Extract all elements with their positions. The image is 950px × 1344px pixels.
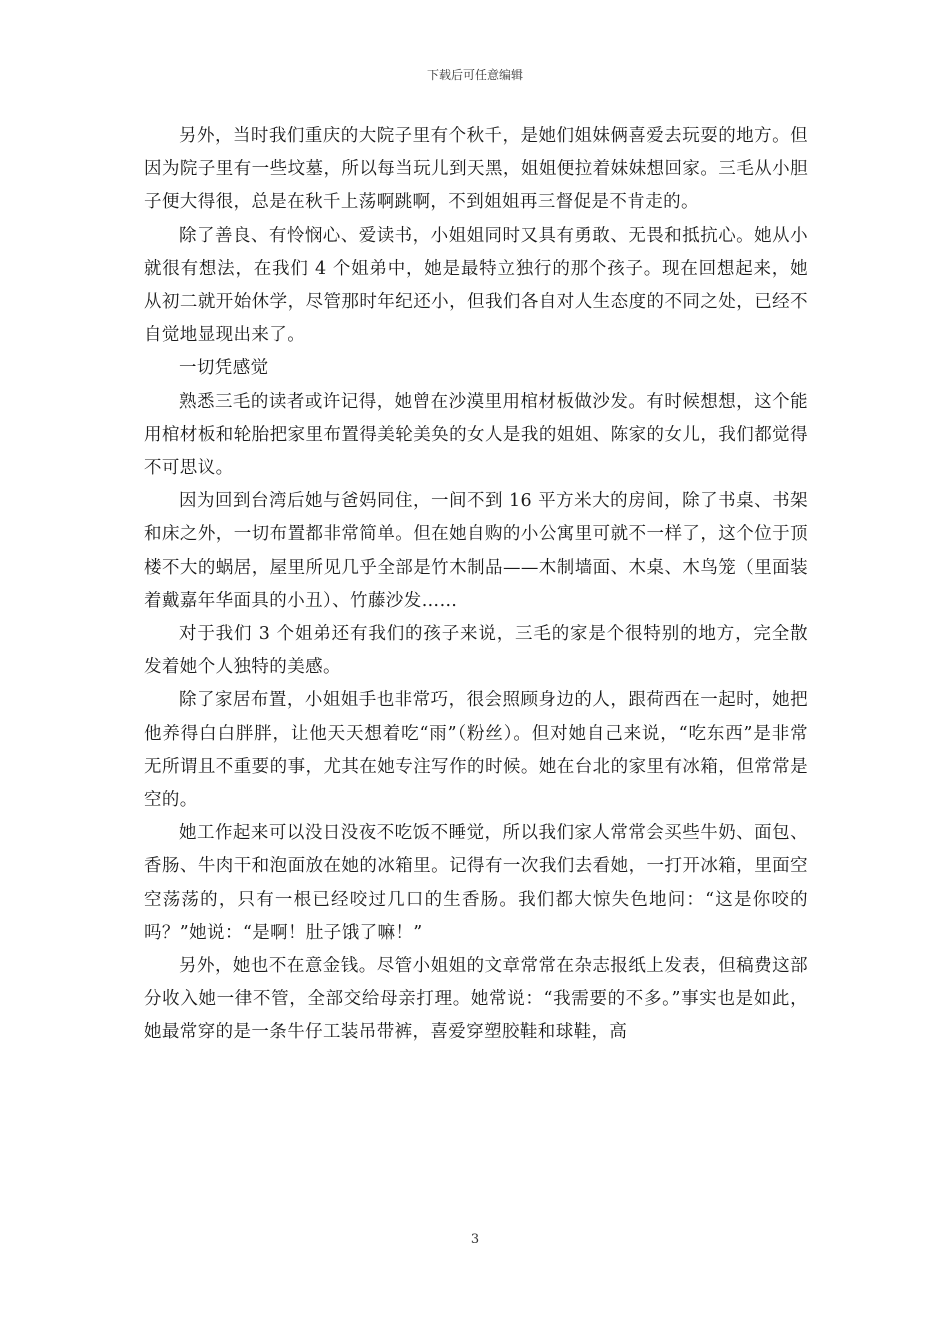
paragraph-apartment: 因为回到台湾后她与爸妈同住，一间不到 16 平方米大的房间，除了书桌、书架和床之外，一切布置都非常简单。但在她自购的小公寓里可就不一样了，这个位于顶楼不大的蜗居，屋里所见几乎全部是竹木制品——木制墙面、木桌、木鸟笼（里面装着戴嘉年华面具的小丑）、竹藤沙发…… xyxy=(144,491,808,611)
paragraph-money: 另外，她也不在意金钱。尽管小姐姐的文章常常在杂志报纸上发表，但稿费这部分收入她一律不管，全部交给母亲打理。她常说：“我需要的不多。”事实也是如此，她最常穿的是一条牛仔工装吊带裤，喜爱穿塑胶鞋和球鞋，高 xyxy=(144,956,808,1043)
paragraph-care: 除了家居布置，小姐姐手也非常巧，很会照顾身边的人，跟荷西在一起时，她把他养得白白胖胖，让他天天想着吃“雨”（粉丝）。但对她自己来说，“吃东西”是非常无所谓且不重要的事，尤其在她专注写作的时候。她在台北的家里有冰箱，但常常是空的。 xyxy=(144,690,808,811)
page-number: 3 xyxy=(470,1232,480,1247)
paragraph-swing: 另外，当时我们重庆的大院子里有个秋千，是她们姐妹俩喜爱去玩耍的地方。但因为院子里有一些坟墓，所以每当玩儿到天黑，姐姐便拉着妹妹想回家。三毛从小胆子便大得很，总是在秋千上荡啊跳啊，不到姐姐再三督促是不肯走的。 xyxy=(144,126,808,213)
document-body xyxy=(144,120,808,1050)
paragraph-courage: 除了善良、有怜悯心、爱读书，小姐姐同时又具有勇敢、无畏和抵抗心。她从小就很有想法，在我们 4 个姐弟中，她是最特立独行的那个孩子。现在回想起来，她从初二就开始休学，尽管那时年纪还小，但我们各自对人生态度的不同之处，已经不自觉地显现出来了。 xyxy=(144,225,808,346)
paragraph-coffin-sofa: 熟悉三毛的读者或许记得，她曾在沙漠里用棺材板做沙发。有时候想想，这个能用棺材板和轮胎把家里布置得美轮美奂的女人是我的姐姐、陈家的女儿，我们都觉得不可思议。 xyxy=(144,391,808,479)
page-header: 下载后可任意编辑 xyxy=(426,68,523,82)
section-heading: 一切凭感觉 xyxy=(179,358,269,379)
paragraph-fridge: 她工作起来可以没日没夜不吃饭不睡觉，所以我们家人常常会买些牛奶、面包、香肠、牛肉干和泡面放在她的冰箱里。记得有一次我们去看她，一打开冰箱，里面空空荡荡的，只有一根已经咬过几口的生香肠。我们都大惊失色地问：“这是你咬的吗？”她说：“是啊！肚子饿了嘛！” xyxy=(144,823,808,943)
paragraph-special-home: 对于我们 3 个姐弟还有我们的孩子来说，三毛的家是个很特别的地方，完全散发着她个人独特的美感。 xyxy=(144,624,808,678)
